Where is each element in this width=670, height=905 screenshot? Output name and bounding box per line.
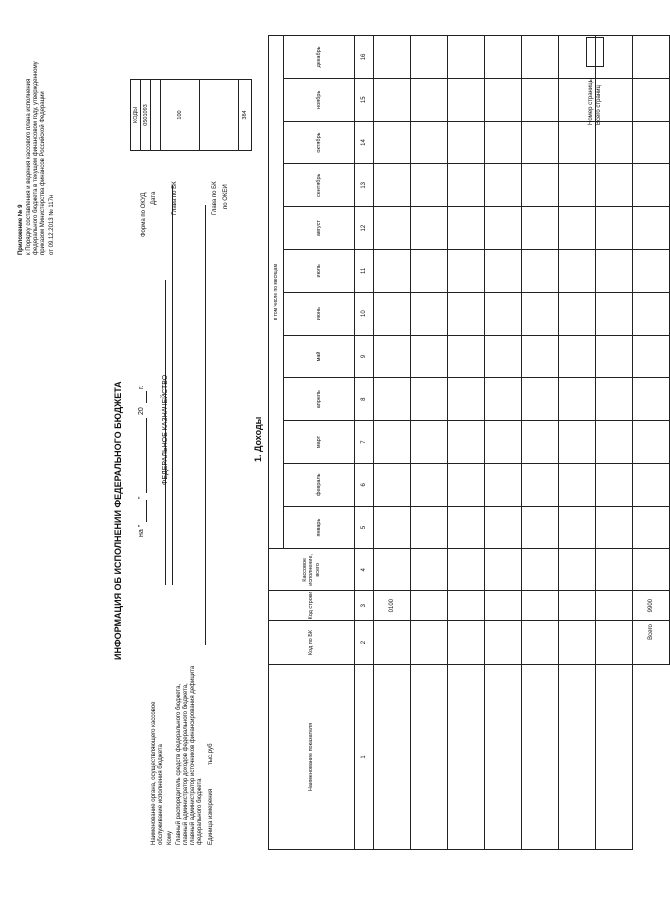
okei-code: 384 <box>239 80 252 151</box>
col-number: 16 <box>355 36 374 79</box>
col-indicator: Наименование показателя <box>269 664 355 849</box>
col-number: 10 <box>355 292 374 335</box>
months-group: в том числе по месяцам <box>269 36 284 549</box>
col-month: сентябрь <box>284 164 355 207</box>
col-month: декабрь <box>284 36 355 79</box>
total-row <box>633 36 670 850</box>
col-month: ноябрь <box>284 78 355 121</box>
label-organ-2: обслуживание исполнения бюджета <box>158 744 164 845</box>
codes-label-okei: по ОКЕИ <box>223 184 229 209</box>
col-number: 12 <box>355 207 374 250</box>
table-row <box>448 36 485 850</box>
label-organ: Наименование органа, осуществляющего кассовое <box>151 701 157 845</box>
col-number: 8 <box>355 378 374 421</box>
label-to: Кому <box>167 830 173 845</box>
col-kbk: Код по БК <box>269 621 355 665</box>
recipient: ФЕДЕРАЛЬНОЕ КАЗНАЧЕЙСТВО <box>162 374 169 485</box>
col-total: Кассовое исполнение, всего <box>269 549 355 591</box>
chapter-code-2 <box>200 80 239 151</box>
codes-label-date: Дата <box>151 191 157 205</box>
label-gr-4: федерального бюджета <box>197 778 203 845</box>
col-month: апрель <box>284 378 355 421</box>
col-month: январь <box>284 506 355 549</box>
income-table <box>268 35 670 850</box>
col-month: август <box>284 207 355 250</box>
page-number-label: Номер страницы <box>588 78 594 125</box>
appendix-line: федерального бюджета в текущем финансовом году, утвержденному <box>33 61 39 255</box>
col-number: 2 <box>355 621 374 665</box>
codes-box <box>130 79 252 151</box>
col-number: 9 <box>355 335 374 378</box>
total-pages-label: Всего страниц <box>596 85 602 125</box>
table-row <box>522 36 559 850</box>
label-gr-2: главный администратор доходов федерального бюджета, <box>183 683 189 845</box>
codes-label-chapter-2: Глава по БК <box>212 181 218 215</box>
okud-code: 0501093 <box>141 80 151 151</box>
section-title: 1. Доходы <box>253 416 263 462</box>
col-month: июль <box>284 250 355 293</box>
date-year-line <box>146 391 147 403</box>
date-mid: " <box>138 496 145 499</box>
col-number: 15 <box>355 78 374 121</box>
table-row <box>596 36 633 850</box>
row-code: 0100 <box>374 591 411 621</box>
appendix-line: приказом Министерства финансов Российской Федерации <box>40 91 46 255</box>
recipient-line <box>172 185 173 585</box>
chapter-code: 100 <box>161 80 200 151</box>
col-number: 13 <box>355 164 374 207</box>
codes-header: КОДЫ <box>131 80 141 151</box>
table-row <box>411 36 448 850</box>
label-gr-3: главный администратор источников финансирования дефицита <box>190 665 196 845</box>
page-box <box>586 37 604 67</box>
col-number: 4 <box>355 549 374 591</box>
table-row <box>559 36 596 850</box>
appendix-line: к Порядку составления и ведения кассового плана исполнения <box>26 78 32 255</box>
col-row-code: Код строки <box>269 591 355 621</box>
date-prefix: на " <box>138 524 145 537</box>
label-gr: Главный распорядитель средств федерального бюджета, <box>176 683 182 845</box>
table-row <box>485 36 522 850</box>
codes-label-chapter: Глава по БК <box>172 181 178 215</box>
codes-label-okud: Форма по ОКУД <box>141 192 147 237</box>
table-row <box>374 36 411 850</box>
total-code: 9900 <box>633 591 670 621</box>
col-month: март <box>284 421 355 464</box>
date-code <box>151 80 161 151</box>
col-number: 6 <box>355 463 374 506</box>
col-month: октябрь <box>284 121 355 164</box>
col-number: 3 <box>355 591 374 621</box>
date-year: 20 <box>138 407 145 415</box>
label-unit: Единица измерения <box>208 788 214 845</box>
col-number: 11 <box>355 250 374 293</box>
col-month: февраль <box>284 463 355 506</box>
gr-line <box>205 205 206 645</box>
col-number: 1 <box>355 664 374 849</box>
col-number: 5 <box>355 506 374 549</box>
col-month: июнь <box>284 292 355 335</box>
appendix-title: Приложение № 9 <box>18 204 24 255</box>
date-month-line <box>146 418 147 493</box>
date-suffix: г. <box>138 385 145 389</box>
unit-value: тыс.руб <box>208 743 214 765</box>
col-number: 7 <box>355 421 374 464</box>
col-number: 14 <box>355 121 374 164</box>
col-month: май <box>284 335 355 378</box>
date-day-line <box>146 500 147 522</box>
total-label: Всего <box>633 621 670 665</box>
appendix-line: от 09.12.2013 № 117н <box>49 194 55 255</box>
form-title: ИНФОРМАЦИЯ ОБ ИСПОЛНЕНИИ ФЕДЕРАЛЬНОГО БЮДЖЕТА <box>113 381 123 660</box>
